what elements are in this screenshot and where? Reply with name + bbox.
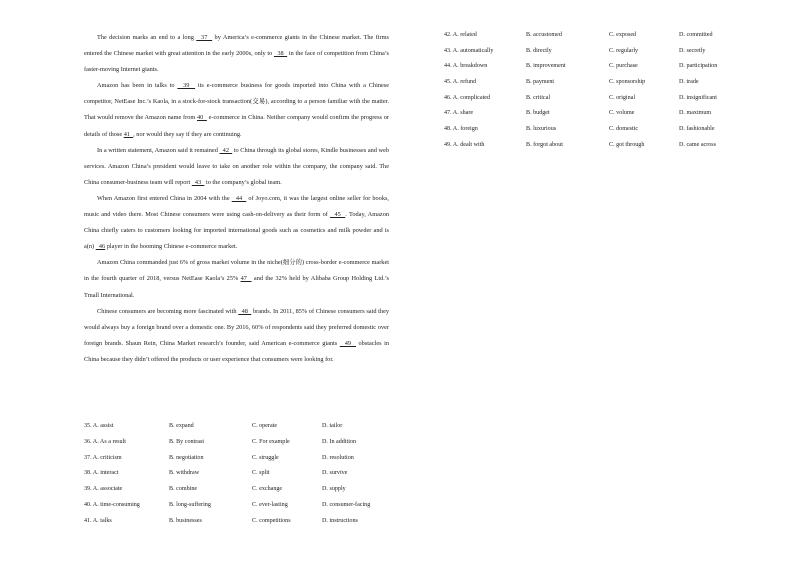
passage-text: its e-commerce business for goods imported into China with a Chinese competitor, NetEase Inc.’s Kaola, in a stock-for-stock transaction(交易), according to a person familiar with the matter. That would remove the Amazon name from [84, 82, 390, 122]
answer-blank: 42 [219, 146, 233, 154]
question-option: B. forgot about [526, 141, 563, 148]
answer-blank: 37 [196, 34, 213, 41]
question-option: D. maximum [679, 110, 712, 117]
passage-text: The decision marks an end to a long [97, 34, 197, 41]
question-options-row [444, 32, 744, 48]
question-option: B. improvement [526, 63, 566, 70]
question-options-row [444, 110, 744, 126]
question-option: D. tailor [322, 423, 343, 429]
question-option: C. struggle [252, 454, 279, 461]
question-option: B. payment [526, 79, 555, 86]
question-option: C. original [609, 94, 636, 101]
question-option: B. accustomed [526, 32, 562, 38]
passage-text: Chinese consumers are becoming more fascinated with [97, 307, 239, 315]
question-options-row [84, 423, 394, 439]
question-option-a: 38. A. interact [84, 470, 119, 477]
question-option-a: 45. A. refund [444, 79, 477, 86]
passage-paragraph [84, 78, 389, 142]
question-options-row [444, 126, 744, 142]
question-option: B. negotiation [169, 454, 204, 461]
question-option: D. In addition [322, 438, 357, 445]
answer-blank: 47 [240, 275, 252, 283]
passage-text: In a written statement, Amazon said it remained [97, 146, 220, 154]
question-option-a: 44. A. breakdown [444, 63, 488, 70]
answer-blank: 41 [123, 130, 134, 138]
question-option-a: 49. A. dealt with [444, 141, 485, 148]
answer-blank: 49 [339, 339, 357, 347]
question-option: C. operate [252, 423, 278, 429]
question-options-row [444, 48, 744, 64]
options-right-column [444, 32, 744, 158]
question-option: D. participation [679, 63, 718, 70]
options-left-column [84, 423, 394, 534]
question-option: C. exchange [252, 486, 283, 493]
question-options-row [84, 455, 394, 471]
question-option: B. withdraw [169, 470, 200, 477]
question-option: C. sponsorship [609, 79, 646, 86]
answer-blank: 48 [238, 307, 252, 315]
question-option-a: 41. A. talks [84, 517, 112, 524]
question-option: D. consumer-facing [322, 501, 371, 508]
question-option: D. came across [679, 141, 717, 148]
question-option-a: 37. A. criticism [84, 454, 122, 461]
question-option: D. secretly [679, 47, 706, 54]
question-option: B. expand [169, 423, 194, 429]
question-option: B. businesses [169, 517, 202, 524]
answer-blank: 44 [231, 194, 247, 202]
question-option: C. split [252, 470, 270, 477]
passage-text: brands. In 2011, 85% of Chinese consumers said they would always buy a foreign brand over a domestic one. By 2016, 60% of respondents said they preferred domestic over foreign brands. Shaun Rein, China Market research’s founder, said American e-commerce giants [84, 307, 390, 347]
answer-blank: 39 [177, 82, 196, 90]
question-option: C. For example [252, 438, 290, 445]
passage-text: to China through its global stores, Kindle businesses and web services. Amazon China’s president would leave to take on another role within the company, the company said. The China consumer-business team will report [84, 146, 390, 186]
question-option: D. instructions [322, 517, 358, 524]
question-option-a: 43. A. automatically [444, 47, 494, 54]
question-option: C. domestic [609, 126, 639, 133]
passage-text: , nor would they say if they are continuing. [133, 130, 242, 138]
question-options-row [84, 470, 394, 486]
answer-blank: 45 [330, 211, 346, 219]
question-option: B. luxurious [526, 126, 557, 133]
question-option-a: 42. A. related [444, 32, 477, 38]
passage-paragraph [84, 30, 389, 78]
passage-text: When Amazon first entered China in 2004 with the [97, 194, 232, 202]
cloze-passage [84, 30, 389, 368]
passage-text: e-commerce in China. Neither company would confirm the progress or details of those [84, 114, 389, 138]
question-option: C. purchase [609, 63, 638, 70]
question-option: D. supply [322, 486, 346, 493]
question-option: C. regularly [609, 47, 639, 54]
question-options-row [84, 502, 394, 518]
answer-blank: 43 [191, 178, 205, 186]
passage-paragraph [84, 191, 389, 255]
question-option: B. long-suffering [169, 501, 211, 508]
question-option: B. budget [526, 110, 550, 117]
answer-blank: 46 [95, 243, 106, 251]
question-options-row [444, 95, 744, 111]
question-option: C. competitions [252, 517, 291, 524]
question-options-row [444, 63, 744, 79]
question-option: D. survive [322, 470, 348, 477]
question-option: C. volume [609, 110, 635, 117]
passage-text: by America’s e-commerce giants in the Chinese market. The firms entered the Chinese market with great attention in the early 2000s, only to [84, 34, 390, 58]
question-option: B. critical [526, 94, 551, 101]
answer-blank: 40 [197, 114, 207, 122]
question-option-a: 48. A. foreign [444, 126, 478, 133]
question-option: B. combine [169, 486, 198, 493]
passage-paragraph [84, 304, 389, 368]
passage-text: . Today, Amazon China chiefly caters to customers looking for imported international goods such as cosmetics and milk powder and is a(n) [84, 211, 389, 251]
passage-text: player in the booming Chinese e-commerce market. [105, 243, 238, 251]
question-options-row [84, 486, 394, 502]
question-option-a: 40. A. time-consuming [84, 501, 140, 508]
passage-text: to the company’s global team. [204, 178, 282, 186]
passage-text: of Joyo.com, it was the largest online seller for books, music and video there. Most Chinese consumers were using cash-on-delivery as their form of [84, 194, 390, 219]
question-option-a: 36. A. As a result [84, 438, 126, 445]
question-option: D. insignificant [679, 94, 717, 101]
question-option-a: 35. A. assist [84, 423, 114, 429]
question-option: C. ever-lasting [252, 501, 288, 508]
question-option: D. resolution [322, 454, 354, 461]
passage-text: Amazon China commanded just 6% of gross market volume in the niche(细分的) cross-border e-commerce market in the fourth quarter of 2018, versus NetEase Kaola’s 25% [84, 259, 389, 283]
question-option: B. By contrast [169, 438, 205, 445]
question-option: D. committed [679, 32, 713, 38]
answer-blank: 38 [273, 50, 288, 58]
question-options-row [84, 439, 394, 455]
question-options-row [444, 142, 744, 158]
passage-paragraph [84, 143, 389, 191]
question-option: B. directly [526, 47, 552, 54]
question-option-a: 39. A. associate [84, 486, 123, 493]
passage-text: obstacles in China because they didn’t offered the products or user experience that consumers were looking for. [84, 339, 389, 363]
question-option: C. exposed [609, 32, 637, 38]
question-option-a: 46. A. complicated [444, 94, 491, 101]
question-option: C. got through [609, 141, 645, 148]
passage-text: and the 32% held by Alibaba Group Holding Ltd.’s Tmall International. [84, 275, 389, 299]
question-options-row [84, 518, 394, 534]
passage-text: Amazon has been in talks to [97, 82, 178, 90]
passage-paragraph [84, 255, 389, 303]
question-option: D. trade [679, 79, 699, 86]
passage-text: in the face of competition from China’s faster-moving Internet giants. [84, 50, 389, 74]
question-option-a: 47. A. share [444, 110, 474, 117]
question-option: D. fashionable [679, 126, 715, 133]
question-options-row [444, 79, 744, 95]
